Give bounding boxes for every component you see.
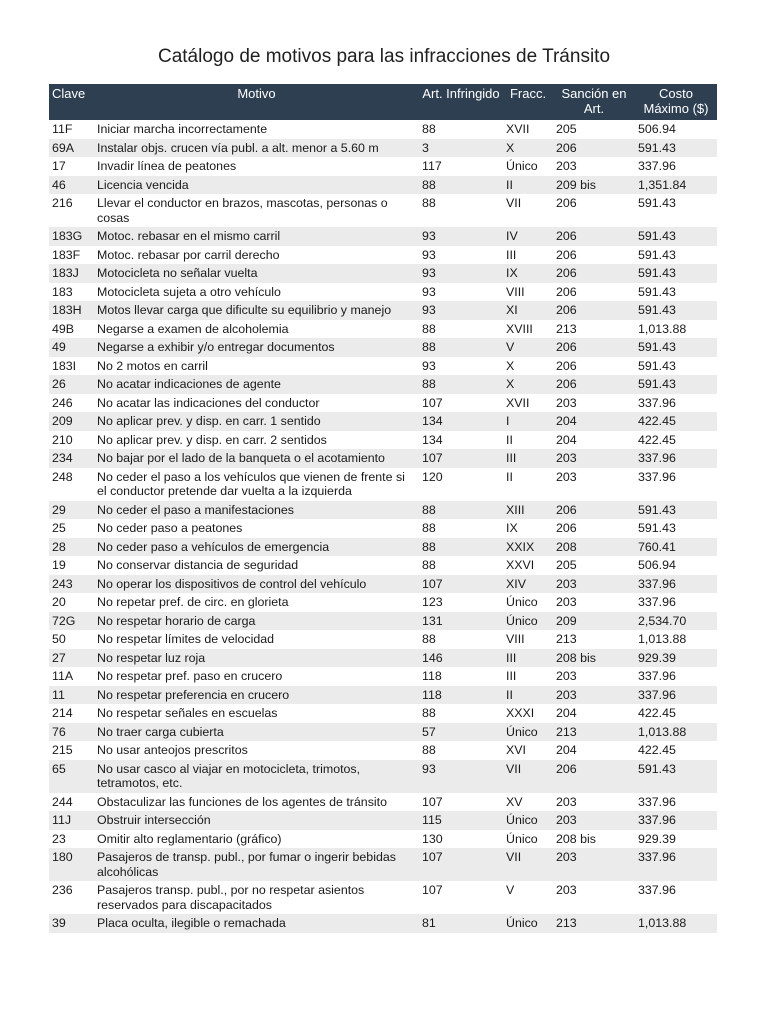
cell-art-infringido: 93 <box>419 227 503 246</box>
cell-art-infringido: 93 <box>419 357 503 376</box>
cell-motivo: No ceder paso a peatones <box>94 519 419 538</box>
table-row <box>49 593 717 612</box>
cell-motivo: No bajar por el lado de la banqueta o el acotamiento <box>94 449 419 468</box>
cell-motivo: Invadir línea de peatones <box>94 157 419 176</box>
cell-costo-maximo: 422.45 <box>635 412 717 431</box>
table-row <box>49 501 717 520</box>
table-row <box>49 914 717 933</box>
cell-art-infringido: 130 <box>419 830 503 849</box>
cell-motivo: Motocicleta no señalar vuelta <box>94 264 419 283</box>
header-sancion: Sanción en Art. <box>553 84 635 120</box>
cell-costo-maximo: 591.43 <box>635 227 717 246</box>
cell-motivo: No repetar pref. de circ. en glorieta <box>94 593 419 612</box>
table-row <box>49 320 717 339</box>
cell-costo-maximo: 337.96 <box>635 848 717 881</box>
cell-costo-maximo: 591.43 <box>635 283 717 302</box>
table-row <box>49 412 717 431</box>
cell-motivo: Negarse a examen de alcoholemia <box>94 320 419 339</box>
cell-art-infringido: 107 <box>419 449 503 468</box>
cell-clave: 17 <box>49 157 94 176</box>
cell-art-infringido: 3 <box>419 139 503 158</box>
cell-art-infringido: 88 <box>419 176 503 195</box>
cell-sancion: 206 <box>553 519 635 538</box>
cell-motivo: Negarse a exhibir y/o entregar documentos <box>94 338 419 357</box>
cell-art-infringido: 118 <box>419 667 503 686</box>
cell-fracc: XVII <box>503 120 553 139</box>
cell-fracc: III <box>503 449 553 468</box>
cell-fracc: Único <box>503 811 553 830</box>
cell-fracc: II <box>503 468 553 501</box>
cell-sancion: 213 <box>553 630 635 649</box>
table-row <box>49 538 717 557</box>
cell-clave: 11 <box>49 686 94 705</box>
cell-sancion: 203 <box>553 811 635 830</box>
cell-fracc: Único <box>503 914 553 933</box>
table-row <box>49 227 717 246</box>
cell-fracc: IV <box>503 227 553 246</box>
table-row <box>49 723 717 742</box>
cell-costo-maximo: 591.43 <box>635 357 717 376</box>
cell-art-infringido: 88 <box>419 338 503 357</box>
table-row <box>49 357 717 376</box>
cell-fracc: VII <box>503 194 553 227</box>
cell-sancion: 206 <box>553 375 635 394</box>
table-row <box>49 246 717 265</box>
cell-fracc: VIII <box>503 630 553 649</box>
table-row <box>49 704 717 723</box>
cell-costo-maximo: 506.94 <box>635 556 717 575</box>
cell-art-infringido: 88 <box>419 519 503 538</box>
cell-motivo: No aplicar prev. y disp. en carr. 2 sentidos <box>94 431 419 450</box>
cell-sancion: 203 <box>553 468 635 501</box>
cell-fracc: V <box>503 881 553 914</box>
cell-motivo: No acatar las indicaciones del conductor <box>94 394 419 413</box>
cell-motivo: Motocicleta sujeta a otro vehículo <box>94 283 419 302</box>
cell-sancion: 205 <box>553 120 635 139</box>
table-row <box>49 793 717 812</box>
cell-fracc: X <box>503 375 553 394</box>
cell-clave: 11F <box>49 120 94 139</box>
header-fracc: Fracc. <box>503 84 553 120</box>
cell-sancion: 204 <box>553 431 635 450</box>
table-row <box>49 830 717 849</box>
cell-clave: 28 <box>49 538 94 557</box>
cell-fracc: VII <box>503 848 553 881</box>
cell-art-infringido: 93 <box>419 301 503 320</box>
cell-fracc: XI <box>503 301 553 320</box>
cell-clave: 46 <box>49 176 94 195</box>
cell-sancion: 205 <box>553 556 635 575</box>
cell-fracc: XVIII <box>503 320 553 339</box>
cell-motivo: Obstruir intersección <box>94 811 419 830</box>
cell-costo-maximo: 591.43 <box>635 246 717 265</box>
cell-art-infringido: 117 <box>419 157 503 176</box>
cell-clave: 49B <box>49 320 94 339</box>
cell-costo-maximo: 591.43 <box>635 375 717 394</box>
cell-sancion: 206 <box>553 357 635 376</box>
cell-sancion: 203 <box>553 793 635 812</box>
cell-costo-maximo: 591.43 <box>635 194 717 227</box>
cell-fracc: X <box>503 139 553 158</box>
cell-costo-maximo: 337.96 <box>635 157 717 176</box>
cell-clave: 27 <box>49 649 94 668</box>
cell-fracc: VIII <box>503 283 553 302</box>
table-row <box>49 120 717 139</box>
cell-art-infringido: 88 <box>419 375 503 394</box>
cell-costo-maximo: 337.96 <box>635 449 717 468</box>
cell-art-infringido: 107 <box>419 881 503 914</box>
cell-sancion: 206 <box>553 246 635 265</box>
cell-motivo: Pasajeros de transp. publ., por fumar o ingerir bebidas alcohólicas <box>94 848 419 881</box>
cell-clave: 65 <box>49 760 94 793</box>
cell-fracc: Único <box>503 157 553 176</box>
cell-costo-maximo: 337.96 <box>635 793 717 812</box>
cell-art-infringido: 93 <box>419 246 503 265</box>
cell-fracc: I <box>503 412 553 431</box>
cell-sancion: 206 <box>553 338 635 357</box>
cell-fracc: Único <box>503 612 553 631</box>
cell-clave: 246 <box>49 394 94 413</box>
cell-clave: 183H <box>49 301 94 320</box>
cell-clave: 180 <box>49 848 94 881</box>
cell-motivo: No 2 motos en carril <box>94 357 419 376</box>
cell-fracc: III <box>503 667 553 686</box>
cell-costo-maximo: 337.96 <box>635 394 717 413</box>
cell-costo-maximo: 591.43 <box>635 139 717 158</box>
cell-fracc: X <box>503 357 553 376</box>
cell-motivo: Instalar objs. crucen vía publ. a alt. menor a 5.60 m <box>94 139 419 158</box>
cell-art-infringido: 88 <box>419 194 503 227</box>
cell-motivo: No usar casco al viajar en motocicleta, trimotos, tetramotos, etc. <box>94 760 419 793</box>
cell-sancion: 206 <box>553 139 635 158</box>
cell-art-infringido: 146 <box>419 649 503 668</box>
cell-sancion: 213 <box>553 914 635 933</box>
cell-fracc: XVI <box>503 741 553 760</box>
cell-art-infringido: 131 <box>419 612 503 631</box>
cell-clave: 183J <box>49 264 94 283</box>
cell-art-infringido: 107 <box>419 793 503 812</box>
cell-motivo: Omitir alto reglamentario (gráfico) <box>94 830 419 849</box>
cell-sancion: 206 <box>553 283 635 302</box>
table-row <box>49 157 717 176</box>
table-body <box>49 120 717 933</box>
cell-fracc: XIII <box>503 501 553 520</box>
cell-sancion: 204 <box>553 741 635 760</box>
cell-art-infringido: 57 <box>419 723 503 742</box>
cell-fracc: II <box>503 431 553 450</box>
table-row <box>49 375 717 394</box>
cell-fracc: Único <box>503 593 553 612</box>
cell-clave: 25 <box>49 519 94 538</box>
table-row <box>49 741 717 760</box>
table-row <box>49 848 717 881</box>
table-row <box>49 283 717 302</box>
cell-clave: 69A <box>49 139 94 158</box>
cell-clave: 39 <box>49 914 94 933</box>
cell-clave: 183 <box>49 283 94 302</box>
table-row <box>49 176 717 195</box>
cell-art-infringido: 88 <box>419 538 503 557</box>
cell-art-infringido: 88 <box>419 741 503 760</box>
table-row <box>49 649 717 668</box>
cell-costo-maximo: 591.43 <box>635 264 717 283</box>
cell-fracc: III <box>503 246 553 265</box>
table-row <box>49 301 717 320</box>
cell-clave: 50 <box>49 630 94 649</box>
cell-art-infringido: 88 <box>419 320 503 339</box>
cell-sancion: 206 <box>553 301 635 320</box>
cell-costo-maximo: 591.43 <box>635 301 717 320</box>
cell-sancion: 209 <box>553 612 635 631</box>
cell-art-infringido: 115 <box>419 811 503 830</box>
cell-costo-maximo: 1,013.88 <box>635 630 717 649</box>
table-row <box>49 519 717 538</box>
cell-clave: 215 <box>49 741 94 760</box>
cell-sancion: 203 <box>553 575 635 594</box>
cell-motivo: No conservar distancia de seguridad <box>94 556 419 575</box>
cell-sancion: 213 <box>553 723 635 742</box>
cell-costo-maximo: 591.43 <box>635 760 717 793</box>
cell-motivo: Motoc. rebasar por carril derecho <box>94 246 419 265</box>
cell-sancion: 203 <box>553 449 635 468</box>
cell-art-infringido: 88 <box>419 630 503 649</box>
cell-costo-maximo: 1,013.88 <box>635 320 717 339</box>
cell-art-infringido: 134 <box>419 412 503 431</box>
cell-motivo: No ceder paso a vehículos de emergencia <box>94 538 419 557</box>
cell-motivo: Pasajeros transp. publ., por no respetar asientos reservados para discapacitados <box>94 881 419 914</box>
table-row <box>49 431 717 450</box>
cell-fracc: XXIX <box>503 538 553 557</box>
table-row <box>49 686 717 705</box>
cell-sancion: 203 <box>553 394 635 413</box>
table-row <box>49 612 717 631</box>
cell-sancion: 206 <box>553 760 635 793</box>
cell-costo-maximo: 2,534.70 <box>635 612 717 631</box>
cell-clave: 23 <box>49 830 94 849</box>
table-row <box>49 575 717 594</box>
cell-motivo: No ceder el paso a los vehículos que vienen de frente si el conductor pretende dar vuelta a la izquierda <box>94 468 419 501</box>
header-costo-maximo: Costo Máximo ($) <box>635 84 717 120</box>
table-header-row <box>49 84 717 120</box>
cell-fracc: IX <box>503 264 553 283</box>
cell-fracc: XXVI <box>503 556 553 575</box>
cell-clave: 29 <box>49 501 94 520</box>
cell-clave: 248 <box>49 468 94 501</box>
table-row <box>49 468 717 501</box>
cell-sancion: 203 <box>553 881 635 914</box>
cell-motivo: No respetar señales en escuelas <box>94 704 419 723</box>
cell-fracc: II <box>503 176 553 195</box>
cell-art-infringido: 118 <box>419 686 503 705</box>
cell-motivo: No respetar límites de velocidad <box>94 630 419 649</box>
cell-costo-maximo: 422.45 <box>635 741 717 760</box>
table-row <box>49 556 717 575</box>
table-row <box>49 667 717 686</box>
cell-clave: 236 <box>49 881 94 914</box>
cell-motivo: Iniciar marcha incorrectamente <box>94 120 419 139</box>
cell-motivo: Licencia vencida <box>94 176 419 195</box>
cell-art-infringido: 107 <box>419 394 503 413</box>
table-row <box>49 194 717 227</box>
cell-fracc: II <box>503 686 553 705</box>
cell-fracc: V <box>503 338 553 357</box>
cell-costo-maximo: 1,013.88 <box>635 914 717 933</box>
cell-clave: 216 <box>49 194 94 227</box>
cell-sancion: 204 <box>553 704 635 723</box>
cell-costo-maximo: 1,013.88 <box>635 723 717 742</box>
cell-clave: 11J <box>49 811 94 830</box>
cell-clave: 183F <box>49 246 94 265</box>
cell-clave: 209 <box>49 412 94 431</box>
cell-fracc: IX <box>503 519 553 538</box>
cell-motivo: No traer carga cubierta <box>94 723 419 742</box>
cell-motivo: Motoc. rebasar en el mismo carril <box>94 227 419 246</box>
cell-clave: 11A <box>49 667 94 686</box>
cell-sancion: 208 <box>553 538 635 557</box>
cell-fracc: XVII <box>503 394 553 413</box>
cell-costo-maximo: 591.43 <box>635 338 717 357</box>
cell-costo-maximo: 422.45 <box>635 431 717 450</box>
cell-clave: 72G <box>49 612 94 631</box>
cell-sancion: 203 <box>553 667 635 686</box>
cell-costo-maximo: 506.94 <box>635 120 717 139</box>
cell-clave: 19 <box>49 556 94 575</box>
cell-costo-maximo: 337.96 <box>635 468 717 501</box>
cell-costo-maximo: 337.96 <box>635 881 717 914</box>
cell-art-infringido: 88 <box>419 501 503 520</box>
cell-motivo: Motos llevar carga que dificulte su equilibrio y manejo <box>94 301 419 320</box>
cell-sancion: 208 bis <box>553 830 635 849</box>
cell-sancion: 206 <box>553 264 635 283</box>
cell-fracc: III <box>503 649 553 668</box>
cell-sancion: 209 bis <box>553 176 635 195</box>
cell-sancion: 203 <box>553 157 635 176</box>
cell-sancion: 203 <box>553 686 635 705</box>
cell-fracc: VII <box>503 760 553 793</box>
cell-fracc: Único <box>503 723 553 742</box>
cell-clave: 183I <box>49 357 94 376</box>
cell-art-infringido: 93 <box>419 283 503 302</box>
cell-motivo: No respetar pref. paso en crucero <box>94 667 419 686</box>
cell-costo-maximo: 591.43 <box>635 501 717 520</box>
cell-fracc: XIV <box>503 575 553 594</box>
cell-costo-maximo: 337.96 <box>635 686 717 705</box>
cell-art-infringido: 123 <box>419 593 503 612</box>
cell-costo-maximo: 1,351.84 <box>635 176 717 195</box>
cell-motivo: No operar los dispositivos de control del vehículo <box>94 575 419 594</box>
cell-clave: 243 <box>49 575 94 594</box>
cell-costo-maximo: 760.41 <box>635 538 717 557</box>
cell-motivo: Obstaculizar las funciones de los agentes de tránsito <box>94 793 419 812</box>
cell-sancion: 206 <box>553 194 635 227</box>
cell-costo-maximo: 337.96 <box>635 575 717 594</box>
cell-art-infringido: 107 <box>419 575 503 594</box>
cell-art-infringido: 120 <box>419 468 503 501</box>
cell-art-infringido: 81 <box>419 914 503 933</box>
cell-art-infringido: 88 <box>419 704 503 723</box>
cell-motivo: No respetar preferencia en crucero <box>94 686 419 705</box>
table-row <box>49 264 717 283</box>
infractions-table <box>49 84 717 933</box>
cell-sancion: 206 <box>553 227 635 246</box>
page-title: Catálogo de motivos para las infracciones de Tránsito <box>157 46 611 67</box>
table-row <box>49 630 717 649</box>
cell-sancion: 213 <box>553 320 635 339</box>
cell-art-infringido: 88 <box>419 556 503 575</box>
cell-fracc: Único <box>503 830 553 849</box>
cell-motivo: No respetar horario de carga <box>94 612 419 631</box>
table-row <box>49 338 717 357</box>
cell-clave: 26 <box>49 375 94 394</box>
cell-art-infringido: 88 <box>419 120 503 139</box>
cell-clave: 234 <box>49 449 94 468</box>
cell-art-infringido: 93 <box>419 264 503 283</box>
table-row <box>49 881 717 914</box>
cell-clave: 76 <box>49 723 94 742</box>
cell-motivo: No usar anteojos prescritos <box>94 741 419 760</box>
cell-clave: 244 <box>49 793 94 812</box>
cell-clave: 49 <box>49 338 94 357</box>
cell-motivo: No ceder el paso a manifestaciones <box>94 501 419 520</box>
cell-motivo: No aplicar prev. y disp. en carr. 1 sentido <box>94 412 419 431</box>
table-row <box>49 811 717 830</box>
cell-costo-maximo: 929.39 <box>635 649 717 668</box>
cell-costo-maximo: 422.45 <box>635 704 717 723</box>
table-row <box>49 394 717 413</box>
cell-motivo: Llevar el conductor en brazos, mascotas, personas o cosas <box>94 194 419 227</box>
cell-costo-maximo: 337.96 <box>635 593 717 612</box>
cell-art-infringido: 93 <box>419 760 503 793</box>
table-row <box>49 760 717 793</box>
cell-costo-maximo: 929.39 <box>635 830 717 849</box>
cell-art-infringido: 107 <box>419 848 503 881</box>
table-row <box>49 449 717 468</box>
cell-sancion: 208 bis <box>553 649 635 668</box>
cell-costo-maximo: 337.96 <box>635 667 717 686</box>
cell-motivo: No acatar indicaciones de agente <box>94 375 419 394</box>
cell-sancion: 204 <box>553 412 635 431</box>
cell-clave: 210 <box>49 431 94 450</box>
cell-costo-maximo: 591.43 <box>635 519 717 538</box>
cell-sancion: 203 <box>553 848 635 881</box>
cell-motivo: Placa oculta, ilegible o remachada <box>94 914 419 933</box>
cell-clave: 183G <box>49 227 94 246</box>
cell-clave: 214 <box>49 704 94 723</box>
cell-motivo: No respetar luz roja <box>94 649 419 668</box>
header-motivo: Motivo <box>94 84 419 120</box>
header-art-infringido: Art. Infringido <box>419 84 503 120</box>
cell-art-infringido: 134 <box>419 431 503 450</box>
cell-sancion: 206 <box>553 501 635 520</box>
cell-costo-maximo: 337.96 <box>635 811 717 830</box>
cell-sancion: 203 <box>553 593 635 612</box>
cell-fracc: XXXI <box>503 704 553 723</box>
cell-fracc: XV <box>503 793 553 812</box>
header-clave: Clave <box>49 84 94 120</box>
cell-clave: 20 <box>49 593 94 612</box>
table-row <box>49 139 717 158</box>
